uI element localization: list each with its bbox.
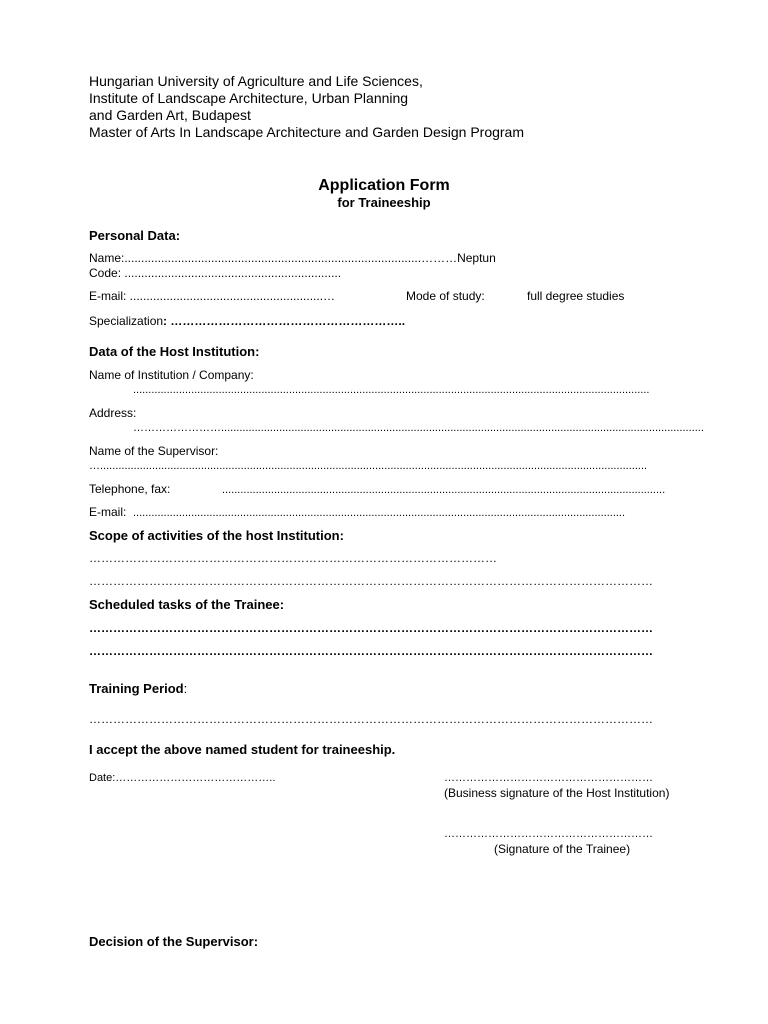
mode-of-study-label: Mode of study: [406, 289, 485, 303]
program-name: Master of Arts In Landscape Architecture and Garden Design Program [89, 124, 525, 140]
host-institution-heading: Data of the Host Institution: [89, 344, 260, 359]
supervisor-name-field[interactable]: …................................................................................................................................................................................... [89, 460, 648, 472]
training-period-heading: Training Period [89, 681, 184, 696]
tasks-line-2[interactable]: …………………………………………………………………………………………………………………………… [89, 644, 653, 658]
tasks-heading: Scheduled tasks of the Trainee: [89, 597, 285, 612]
personal-data-heading: Personal Data: [89, 228, 181, 243]
host-signature-line[interactable]: ………………………………………………… [444, 772, 653, 784]
host-signature-caption: (Business signature of the Host Institution) [444, 786, 670, 800]
scope-heading: Scope of activities of the host Institution: [89, 528, 344, 543]
date-field[interactable]: Date:…………………………………….. [89, 772, 276, 784]
university-name: Hungarian University of Agriculture and Life Sciences, [89, 73, 423, 89]
tasks-line-1[interactable]: …………………………………………………………………………………………………………………………… [89, 621, 653, 635]
training-period-label [89, 682, 187, 695]
address-label: Address: [89, 406, 137, 420]
specialization-label: Specialization [89, 314, 164, 328]
institution-name-label: Name of Institution / Company: [89, 368, 254, 382]
acceptance-statement: I accept the above named student for traineeship. [89, 742, 396, 757]
training-period-colon: : [183, 681, 188, 696]
name-field[interactable]: Name:.........................................................................................………Neptun [89, 251, 496, 265]
neptun-code-field[interactable]: Code: ................................................................. [89, 266, 342, 280]
trainee-signature-line[interactable]: ………………………………………………… [444, 828, 653, 840]
specialization-field[interactable] [89, 315, 405, 327]
specialization-dots: : ………………………………………………….. [163, 314, 406, 328]
training-period-field[interactable]: …………………………………………………………………………………………………………………………… [89, 712, 653, 726]
institute-name-cont: and Garden Art, Budapest [89, 107, 251, 123]
host-email-label: E-mail: [89, 505, 127, 519]
email-field[interactable]: E-mail: ..........................................................… [89, 289, 336, 303]
institute-name: Institute of Landscape Architecture, Urban Planning [89, 90, 409, 106]
address-field[interactable]: …………………….............................................................................................................................................................. [133, 422, 704, 434]
form-title: Application Form [318, 177, 450, 194]
trainee-signature-caption: (Signature of the Trainee) [494, 842, 631, 856]
supervisor-decision-heading: Decision of the Supervisor: [89, 934, 259, 949]
host-email-field[interactable]: ................................................................................................................................................................. [133, 507, 626, 519]
telephone-fax-label: Telephone, fax: [89, 482, 171, 496]
scope-line-1[interactable]: ………………………………………………………………………………………… [89, 551, 497, 565]
scope-line-2[interactable]: …………………………………………………………………………………………………………………………… [89, 574, 653, 588]
institution-name-field[interactable]: ......................................................................................................................................................................... [133, 384, 650, 396]
mode-of-study-value: full degree studies [527, 289, 625, 303]
telephone-fax-field[interactable]: ................................................................................................................................................. [222, 484, 666, 496]
form-subtitle: for Traineeship [337, 195, 431, 210]
supervisor-name-label: Name of the Supervisor: [89, 444, 219, 458]
